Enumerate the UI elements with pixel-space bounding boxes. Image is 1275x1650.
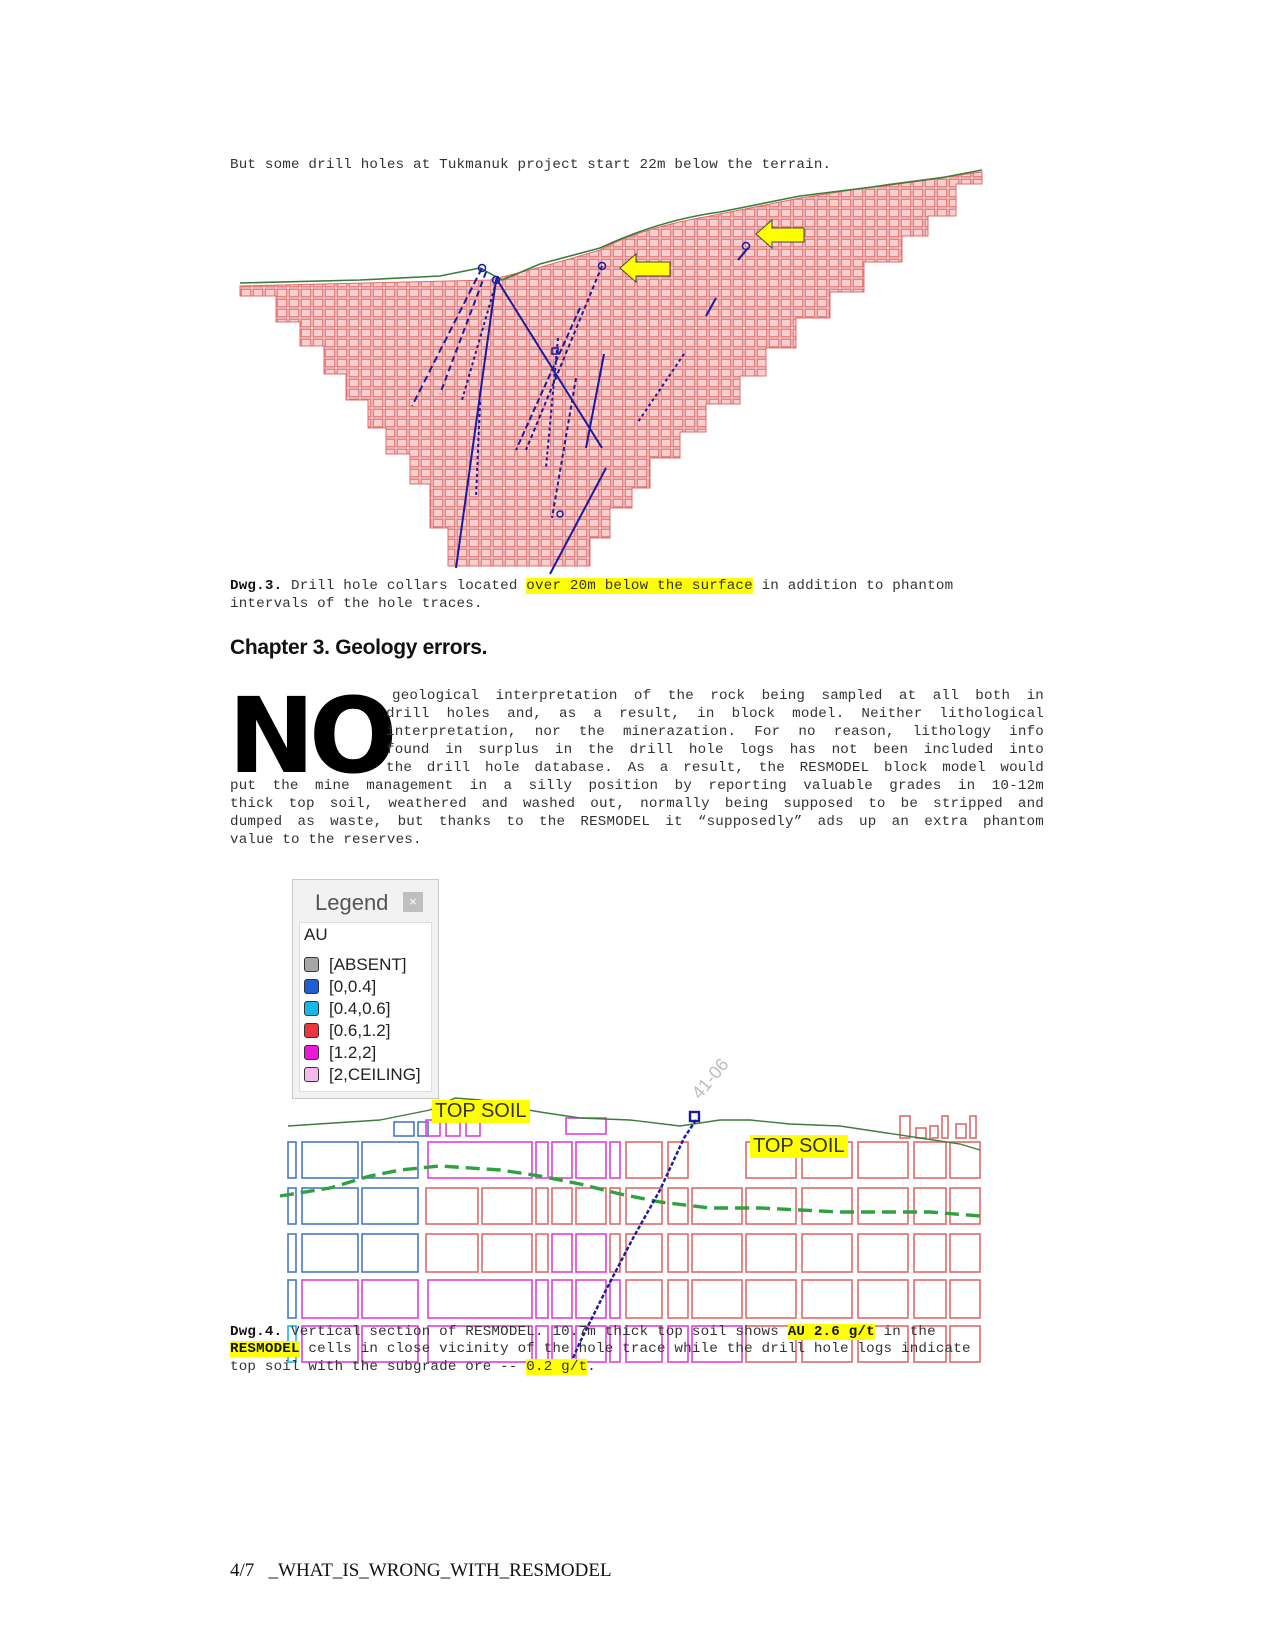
- dwg3-highlight: over 20m below the surface: [526, 578, 753, 594]
- topsoil-boundary-line: [280, 1166, 980, 1216]
- swatch-0-0.4: [304, 979, 319, 994]
- page-footer: [230, 1560, 612, 1582]
- dwg3-label: Dwg.3.: [230, 578, 283, 594]
- dropcap-no: NO: [228, 675, 392, 797]
- legend-item: [0,0.4]: [304, 977, 376, 997]
- top-soil-tag-2: TOP SOIL: [750, 1135, 848, 1158]
- dwg3-caption-line2: intervals of the hole traces.: [230, 596, 483, 612]
- dwg4-text-2: in the: [874, 1324, 936, 1340]
- legend-list: [299, 922, 432, 1092]
- para-line-6: put the mine management in a silly position by reporting valuable grades in 10-12m: [230, 778, 1044, 794]
- legend-panel: [292, 879, 439, 1099]
- dwg4-caption-line3: [230, 1359, 596, 1375]
- dwg3-caption: [230, 578, 953, 594]
- para-line-9: value to the reserves.: [230, 832, 422, 848]
- para-line-1: geological interpretation of the rock being sampled at all both in: [392, 688, 1044, 704]
- close-icon[interactable]: ×: [403, 892, 423, 912]
- dwg4-text-3: cells in close vicinity of the hole trace while the drill hole logs indicate: [299, 1341, 971, 1357]
- dwg4-text-5: .: [587, 1359, 596, 1375]
- doc-title: _WHAT_IS_WRONG_WITH_RESMODEL: [268, 1560, 612, 1581]
- para-line-2: drill holes and, as a result, in block model. Neither lithological: [386, 706, 1044, 722]
- dwg4-highlight-2: RESMODEL: [230, 1341, 300, 1357]
- legend-title: Legend: [315, 890, 389, 915]
- hole-label: 41-06: [687, 1054, 733, 1103]
- legend-field: AU: [304, 925, 328, 944]
- dwg3-section-figure: [240, 168, 1030, 598]
- swatch-1.2-2: [304, 1045, 319, 1060]
- dwg4-highlight-1: AU 2.6 g/t: [787, 1324, 875, 1340]
- dwg4-highlight-3: 0.2 g/t: [526, 1359, 588, 1375]
- para-line-5: the drill hole database. As a result, the RESMODEL block model would: [386, 760, 1044, 776]
- para-line-7: thick top soil, weathered and washed out, normally being supposed to be stripped and: [230, 796, 1044, 812]
- legend-item: [0.4,0.6]: [304, 999, 390, 1019]
- legend-item: [0.6,1.2]: [304, 1021, 390, 1041]
- dwg3-text-b: in addition to phantom: [752, 578, 954, 594]
- para-line-3: interpretation, nor the minerazation. For no reason, lithology info: [386, 724, 1044, 740]
- dwg4-text-4: top soil with the subgrade ore --: [230, 1359, 527, 1375]
- para-line-8: dumped as waste, but thanks to the RESMODEL it “supposedly” ads up an extra phantom: [230, 814, 1044, 830]
- dwg4-caption-line2: [230, 1341, 971, 1357]
- legend-item: [1.2,2]: [304, 1043, 376, 1063]
- legend-item: [ABSENT]: [304, 955, 406, 975]
- dwg3-text-a: Drill hole collars located: [282, 578, 527, 594]
- block-model-body: [240, 172, 982, 566]
- top-soil-tag-1: TOP SOIL: [432, 1100, 530, 1123]
- swatch-0.4-0.6: [304, 1001, 319, 1016]
- page-number: 4/7: [230, 1560, 255, 1581]
- dwg4-text-1: Vertical section of RESMODEL. 10.7m thick top soil shows: [282, 1324, 788, 1340]
- dwg4-label: Dwg.4.: [230, 1324, 283, 1340]
- dwg4-caption-line1: [230, 1324, 1044, 1340]
- intro-text: But some drill holes at Tukmanuk project start 22m below the terrain.: [230, 157, 832, 173]
- swatch-0.6-1.2: [304, 1023, 319, 1038]
- chapter-heading: Chapter 3. Geology errors.: [230, 636, 488, 659]
- para-line-4: found in surplus in the drill hole logs has not been included into: [386, 742, 1044, 758]
- legend-item: [2,CEILING]: [304, 1065, 421, 1085]
- swatch-absent: [304, 957, 319, 972]
